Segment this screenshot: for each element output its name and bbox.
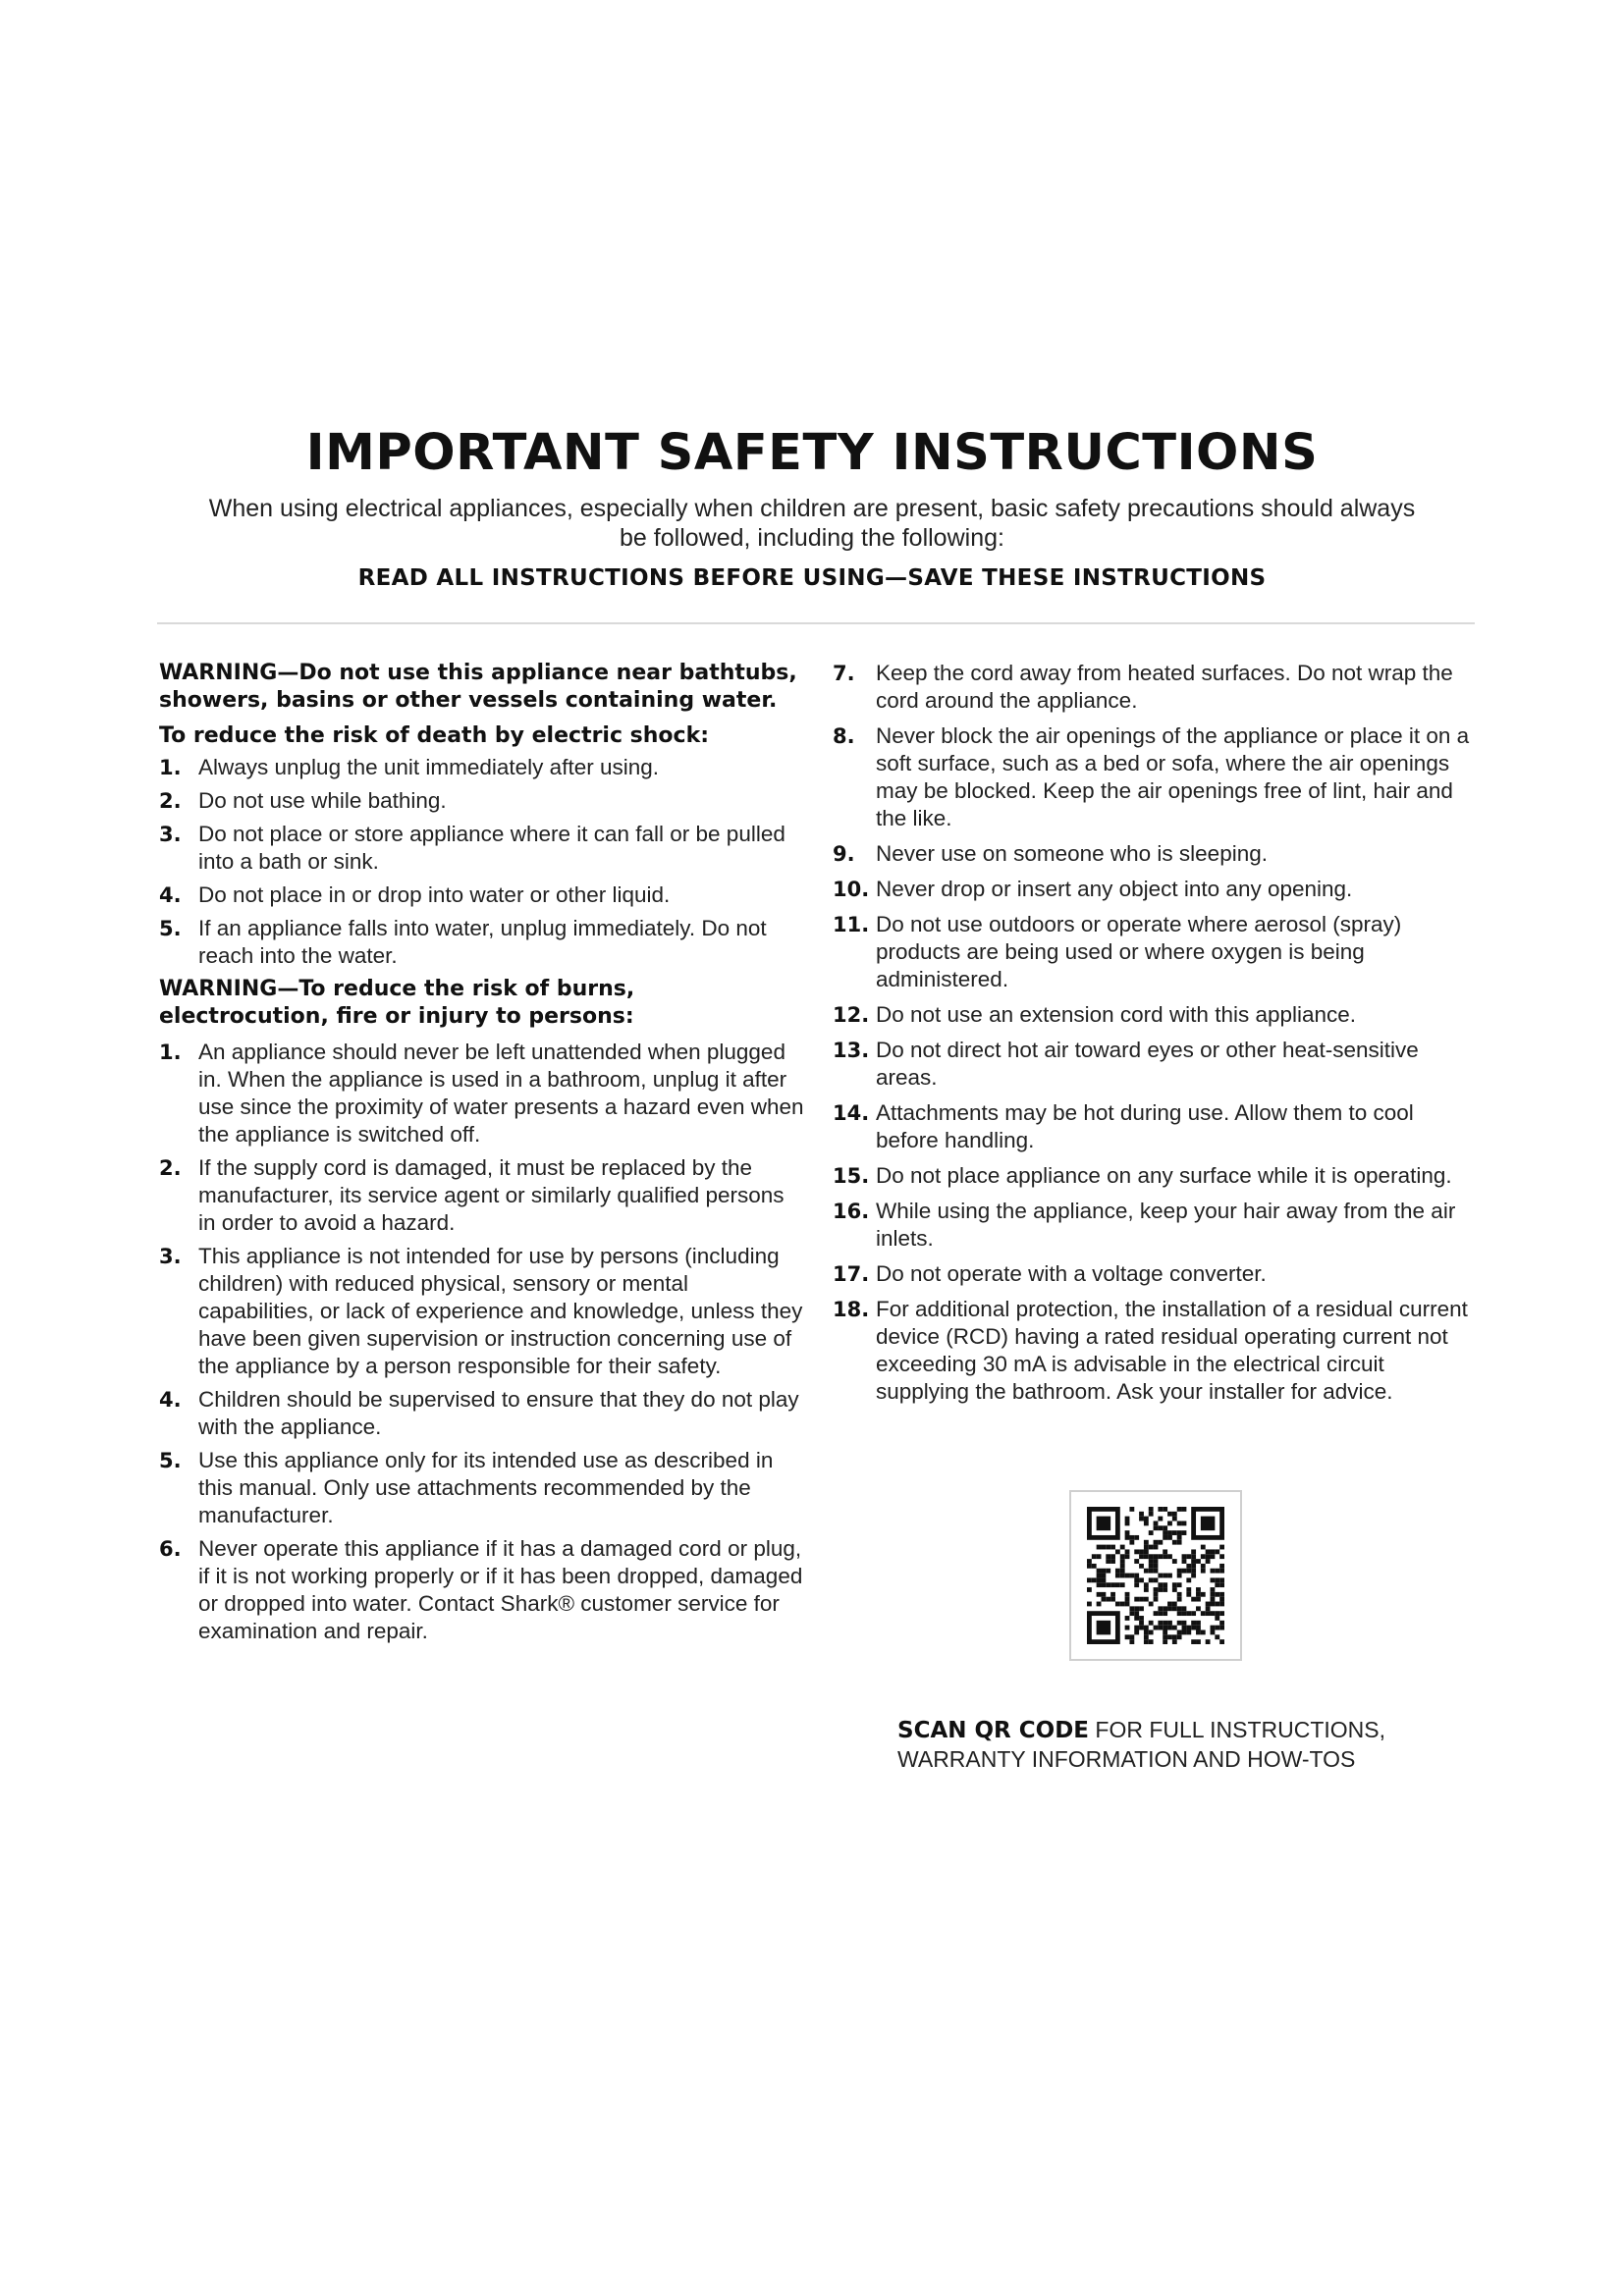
burn-item-3 bbox=[159, 1243, 807, 1380]
right-column bbox=[833, 660, 1471, 1414]
item-text: Do not use while bathing. bbox=[198, 788, 447, 813]
item-number: 11. bbox=[833, 913, 870, 936]
item-number: 4. bbox=[159, 1388, 182, 1412]
scan-qr-text: FOR FULL INSTRUCTIONS, WARRANTY INFORMATION AND HOW-TOS bbox=[897, 1717, 1386, 1772]
shock-item-3 bbox=[159, 821, 807, 876]
item-text: Attachments may be hot during use. Allow them to cool before handling. bbox=[876, 1100, 1414, 1152]
right-item-18 bbox=[833, 1296, 1471, 1406]
burn-item-5 bbox=[159, 1447, 807, 1529]
item-number: 5. bbox=[159, 917, 182, 940]
page-title: IMPORTANT SAFETY INSTRUCTIONS bbox=[305, 424, 1319, 482]
item-number: 10. bbox=[833, 878, 870, 901]
right-item-11 bbox=[833, 911, 1471, 993]
item-text: Do not place or store appliance where it can fall or be pulled into a bath or sink. bbox=[198, 822, 785, 874]
shock-item-1 bbox=[159, 754, 807, 781]
item-text: Do not direct hot air toward eyes or other heat-sensitive areas. bbox=[876, 1038, 1419, 1090]
item-number: 1. bbox=[159, 1041, 182, 1064]
right-item-9 bbox=[833, 840, 1471, 868]
item-number: 2. bbox=[159, 789, 182, 813]
right-item-8 bbox=[833, 722, 1471, 832]
shock-item-4 bbox=[159, 881, 807, 909]
intro-text: When using electrical appliances, especially when children are present, basic safety precautions should always be followed, including the following: bbox=[208, 495, 1416, 552]
item-number: 17. bbox=[833, 1262, 870, 1286]
item-number: 3. bbox=[159, 823, 182, 846]
scan-qr-bold: SCAN QR CODE bbox=[897, 1718, 1090, 1743]
warning-burns: WARNING—To reduce the risk of burns, electrocution, fire or injury to persons: bbox=[159, 977, 635, 1029]
item-text: An appliance should never be left unattended when plugged in. When the appliance is used in a bathroom, unplug it after use since the proximity of water presents a hazard even when the appliance is switched off. bbox=[198, 1040, 804, 1147]
item-number: 2. bbox=[159, 1156, 182, 1180]
right-item-16 bbox=[833, 1198, 1471, 1253]
scan-qr-caption bbox=[897, 1716, 1487, 1774]
right-item-17 bbox=[833, 1260, 1471, 1288]
item-text: Do not use outdoors or operate where aerosol (spray) products are being used or where oxygen is being administered. bbox=[876, 912, 1402, 991]
shock-heading: To reduce the risk of death by electric shock: bbox=[159, 723, 710, 748]
item-number: 3. bbox=[159, 1245, 182, 1268]
right-item-12 bbox=[833, 1001, 1471, 1029]
item-text: For additional protection, the installation of a residual current device (RCD) having a rated residual operating current not exceeding 30 mA is advisable in the electrical circuit supplying the bathroom. Ask your installer for advice. bbox=[876, 1297, 1468, 1404]
right-item-13 bbox=[833, 1037, 1471, 1092]
item-number: 13. bbox=[833, 1039, 870, 1062]
right-item-7 bbox=[833, 660, 1471, 715]
item-number: 5. bbox=[159, 1449, 182, 1472]
item-text: Never drop or insert any object into any opening. bbox=[876, 877, 1353, 901]
item-number: 1. bbox=[159, 756, 182, 779]
qr-code-box[interactable] bbox=[1069, 1490, 1242, 1661]
item-text: Never operate this appliance if it has a damaged cord or plug, if it is not working properly or if it has been dropped, damaged or dropped into water. Contact Shark® customer service for examination and repair. bbox=[198, 1536, 803, 1643]
qr-code-icon[interactable] bbox=[1087, 1507, 1224, 1644]
read-all-notice: READ ALL INSTRUCTIONS BEFORE USING—SAVE THESE INSTRUCTIONS bbox=[357, 565, 1267, 591]
item-number: 18. bbox=[833, 1298, 870, 1321]
burn-item-4 bbox=[159, 1386, 807, 1441]
item-text: Do not operate with a voltage converter. bbox=[876, 1261, 1267, 1286]
item-number: 14. bbox=[833, 1101, 870, 1125]
item-text: If an appliance falls into water, unplug immediately. Do not reach into the water. bbox=[198, 916, 767, 968]
item-number: 7. bbox=[833, 662, 855, 685]
item-text: Use this appliance only for its intended use as described in this manual. Only use attachments recommended by the manufacturer. bbox=[198, 1448, 774, 1527]
right-item-15 bbox=[833, 1162, 1471, 1190]
item-text: Do not use an extension cord with this appliance. bbox=[876, 1002, 1357, 1027]
right-item-10 bbox=[833, 876, 1471, 903]
shock-item-2 bbox=[159, 787, 807, 815]
item-text: Never block the air openings of the appliance or place it on a soft surface, such as a bed or sofa, where the air openings may be blocked. Keep the air openings free of lint, hair and the like. bbox=[876, 723, 1470, 830]
warning-water: WARNING—Do not use this appliance near bathtubs, showers, basins or other vessels containing water. bbox=[159, 661, 797, 713]
right-list bbox=[833, 660, 1471, 1406]
item-text: If the supply cord is damaged, it must be replaced by the manufacturer, its service agent or similarly qualified persons in order to avoid a hazard. bbox=[198, 1155, 785, 1235]
shock-list bbox=[159, 754, 807, 970]
item-text: Always unplug the unit immediately after using. bbox=[198, 755, 659, 779]
item-text: Children should be supervised to ensure that they do not play with the appliance. bbox=[198, 1387, 799, 1439]
item-number: 6. bbox=[159, 1537, 182, 1561]
burn-list bbox=[159, 1039, 807, 1645]
burn-item-2 bbox=[159, 1154, 807, 1237]
item-number: 15. bbox=[833, 1164, 870, 1188]
divider bbox=[157, 622, 1475, 624]
burn-item-6 bbox=[159, 1535, 807, 1645]
item-text: Do not place appliance on any surface while it is operating. bbox=[876, 1163, 1452, 1188]
item-number: 4. bbox=[159, 883, 182, 907]
item-text: Never use on someone who is sleeping. bbox=[876, 841, 1268, 866]
item-number: 16. bbox=[833, 1200, 870, 1223]
right-item-14 bbox=[833, 1099, 1471, 1154]
item-number: 9. bbox=[833, 842, 855, 866]
item-text: Keep the cord away from heated surfaces. Do not wrap the cord around the appliance. bbox=[876, 661, 1453, 713]
item-number: 8. bbox=[833, 724, 855, 748]
item-text: This appliance is not intended for use by persons (including children) with reduced physical, sensory or mental capabilities, or lack of experience and knowledge, unless they have been given supervision or instruction concerning use of the appliance by a person responsible for their safety. bbox=[198, 1244, 803, 1378]
shock-item-5 bbox=[159, 915, 807, 970]
item-text: Do not place in or drop into water or other liquid. bbox=[198, 882, 671, 907]
left-column bbox=[159, 660, 807, 1651]
item-text: While using the appliance, keep your hair away from the air inlets. bbox=[876, 1199, 1456, 1251]
burn-item-1 bbox=[159, 1039, 807, 1148]
item-number: 12. bbox=[833, 1003, 870, 1027]
